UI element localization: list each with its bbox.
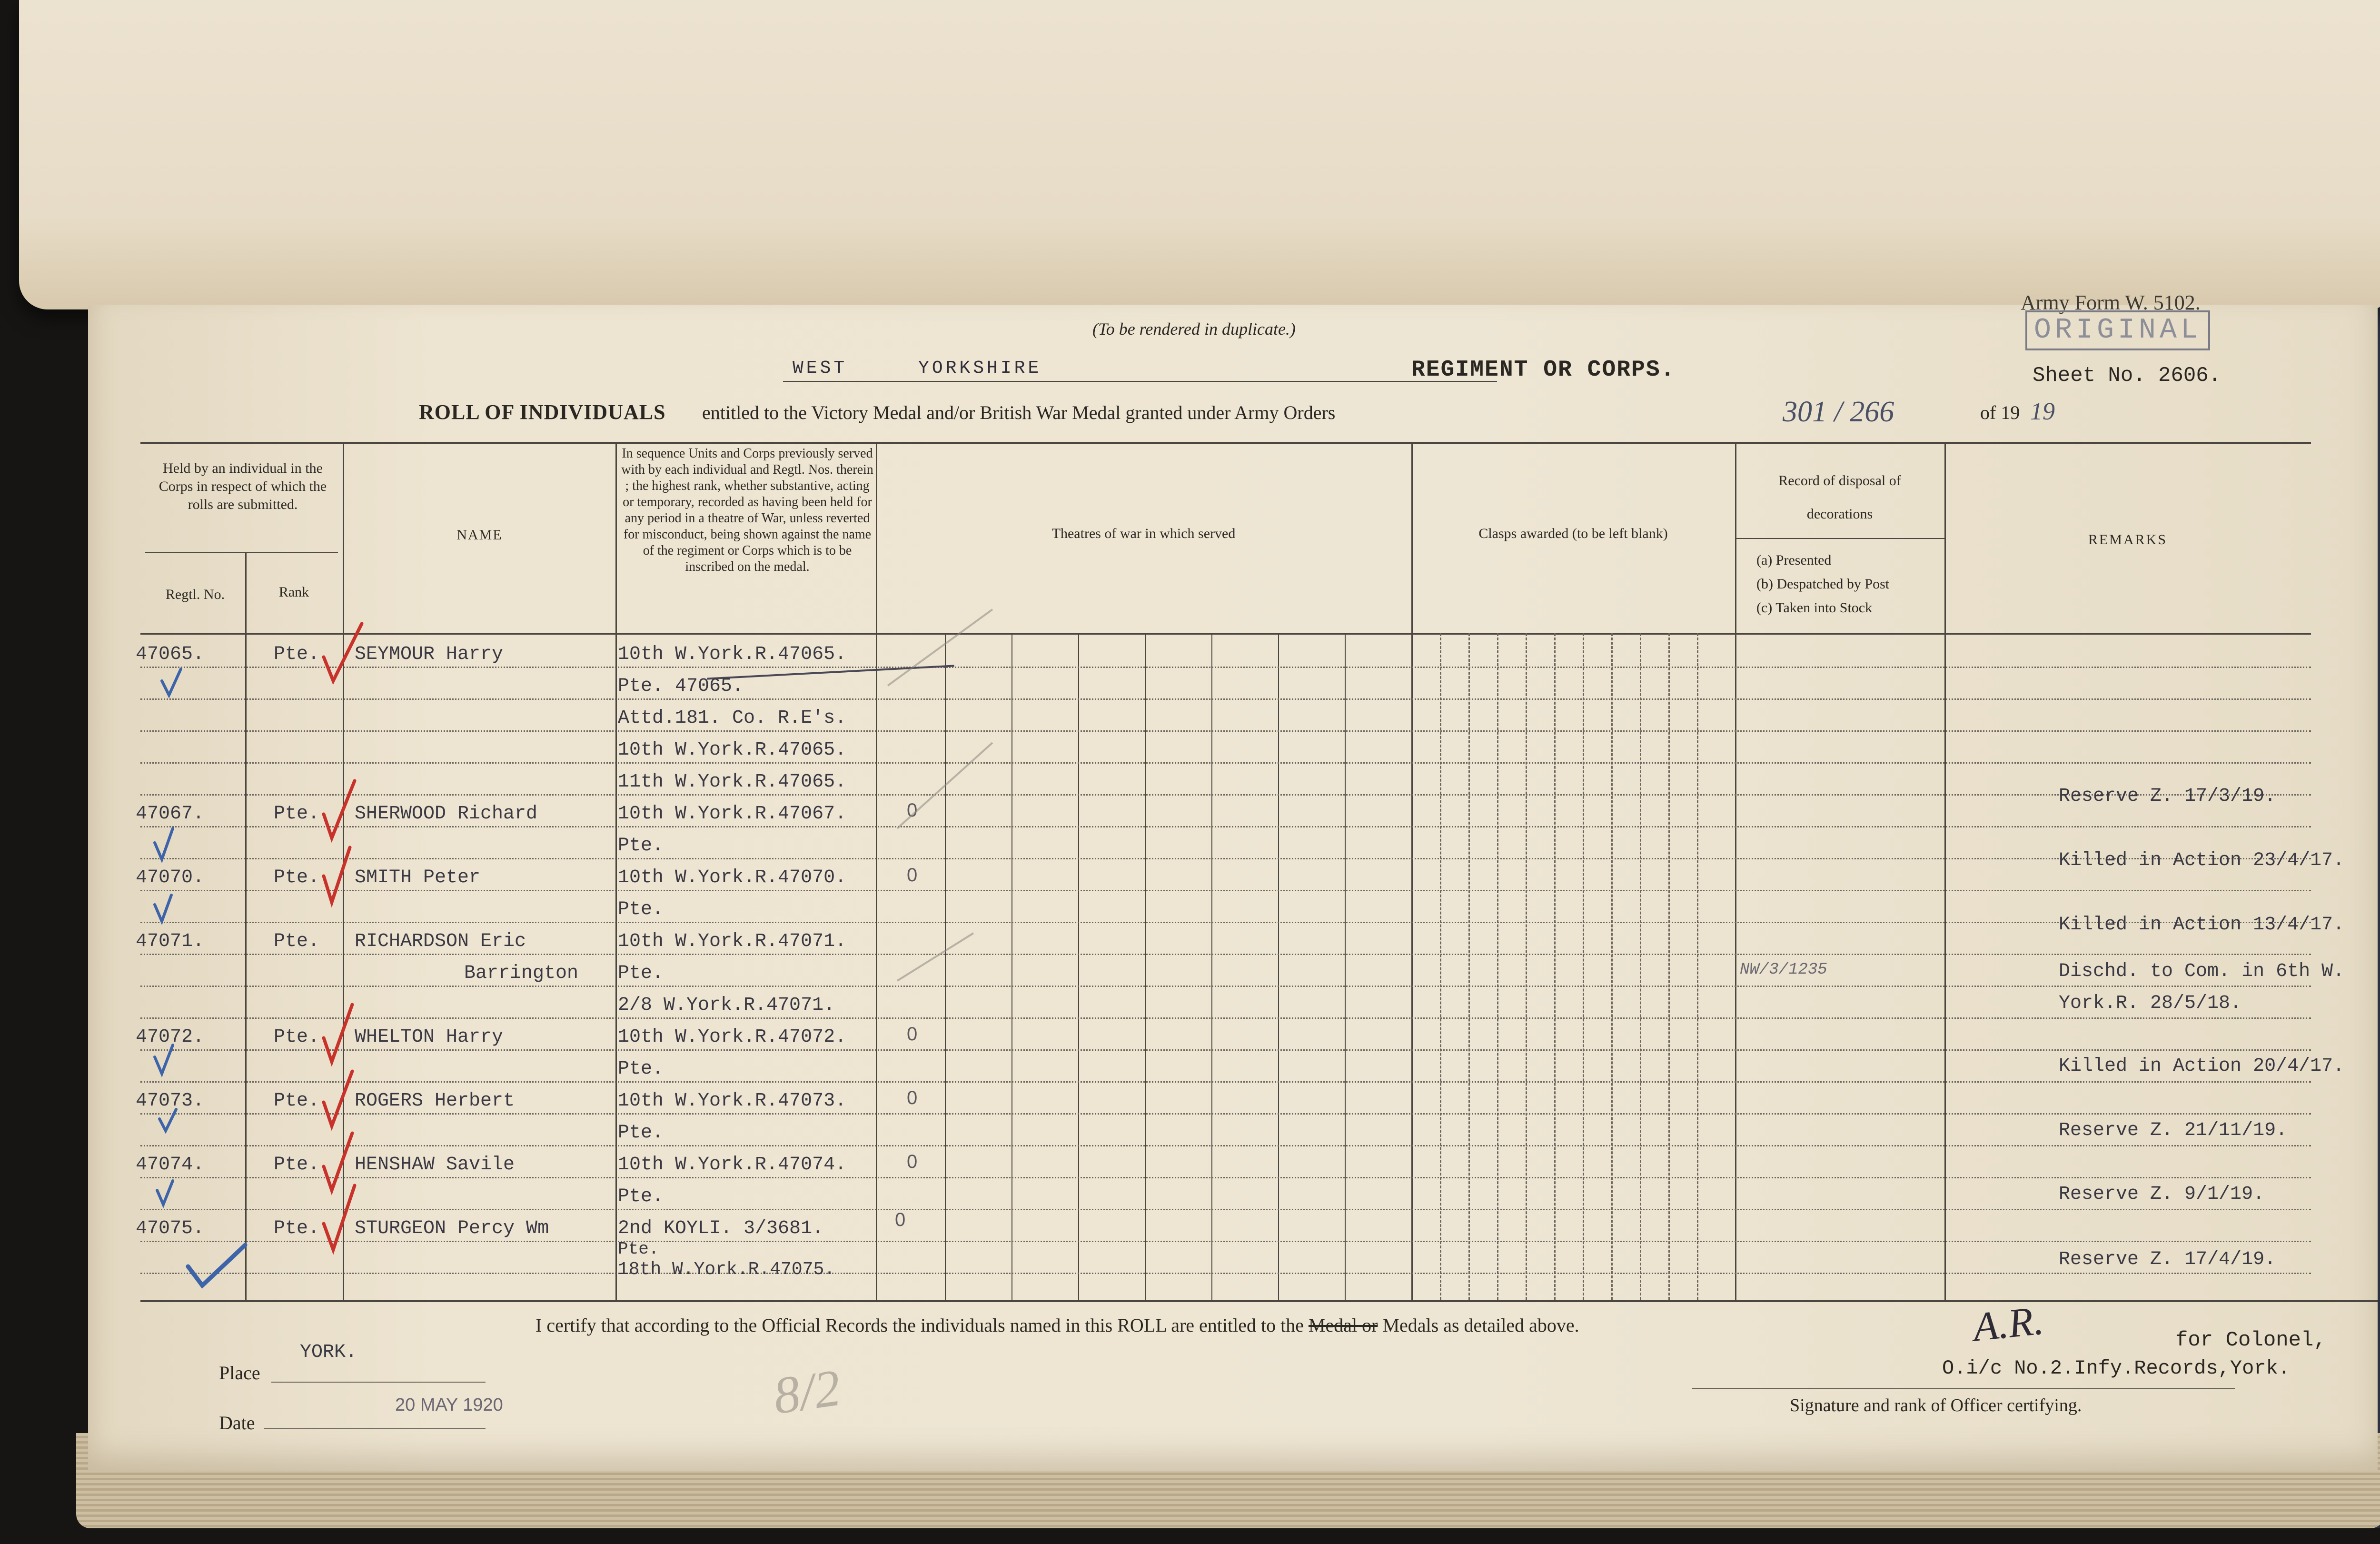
rank: Pte. [274,803,320,825]
theatre-mark: 0 [907,800,918,821]
unit-entry: Pte. [618,1239,659,1259]
theatre-mark: 0 [907,865,918,886]
soldier-name: SMITH Peter [355,867,481,888]
theatres-header: Theatres of war in which served [1051,526,1236,541]
signature-caption: Signature and rank of Officer certifying. [1790,1395,2082,1415]
blue-check-icon [162,669,181,695]
blue-check-icon [155,895,171,921]
red-check-icon [324,1005,352,1062]
remark: Reserve Z. 17/4/19. [2059,1249,2276,1270]
unit-entry: Pte. [618,963,664,984]
soldier-name: SEYMOUR Harry [355,644,504,665]
pencil-note: 8/2 [770,1358,844,1425]
remark: Reserve Z. 21/11/19. [2059,1120,2288,1141]
place-line [271,1382,486,1383]
rank: Pte. [274,931,320,952]
regtl-no: 47075. [136,1218,205,1239]
rank: Pte. [274,867,320,888]
regtl-no-header: Regtl. No. [165,587,225,602]
blue-check-icon [155,828,173,859]
facing-page [19,0,2380,309]
pencil-mark-icon [897,933,973,981]
unit-entry: 10th W.York.R.47070. [618,867,847,888]
theatre-mark: 0 [907,1151,918,1172]
certify-end: Medals as detailed above. [1382,1315,1579,1336]
rank: Pte. [274,1218,320,1239]
rank-header: Rank [278,584,309,600]
regiment-name: WEST YORKSHIRE [793,358,1042,379]
unit-entry: Pte. [618,899,664,920]
soldier-name: ROGERS Herbert [355,1090,515,1112]
remarks-header: REMARKS [2088,532,2168,548]
signature-line [1692,1388,2235,1389]
red-check-icon [324,624,362,681]
unit-entry: 10th W.York.R.47074. [618,1154,847,1175]
name-header: NAME [456,527,503,543]
place-label: Place [219,1362,260,1384]
blue-check-icon [155,1045,173,1074]
of-year: of 19 [1980,402,2020,423]
unit-entry: 10th W.York.R.47071. [618,931,847,952]
regtl-no: 47070. [136,867,205,888]
officer-signature: A.R. [1971,1297,2046,1350]
place-value: YORK. [300,1342,357,1363]
blue-check-icon [159,1109,176,1131]
unit-entry: 10th W.York.R.47065. [618,739,847,761]
red-check-icon [324,847,350,902]
date-line [264,1428,486,1429]
regiment-label: REGIMENT OR CORPS. [1411,357,1676,383]
unit-entry: 18th W.York.R.47075. [618,1259,835,1280]
remark: York.R. 28/5/18. [2059,993,2242,1014]
pencil-mark-icon [897,743,992,828]
medal-roll-sheet [88,291,2378,1471]
date-label: Date [219,1412,255,1434]
red-check-icon [324,1185,355,1250]
form-number: Army Form W. 5102. [2021,291,2201,314]
remark: Reserve Z. 9/1/19. [2059,1184,2265,1205]
unit-entry: Pte. 47065. [618,676,744,697]
soldier-name: SHERWOOD Richard [355,803,538,825]
unit-entry: 10th W.York.R.47065. [618,644,847,665]
roll-title: entitled to the Victory Medal and/or British War Medal granted under Army Orders [702,402,1336,423]
roll-title-bold: ROLL OF INDIVIDUALS [419,400,666,424]
remark: Reserve Z. 17/3/19. [2059,786,2276,807]
original-stamp: ORIGINAL [2025,310,2210,350]
unit-entry: Pte. [618,835,664,857]
theatre-mark: 0 [907,1087,918,1108]
unit-entry: 2nd KOYLI. 3/3681. [618,1218,824,1239]
unit-entry: 11th W.York.R.47065. [618,771,847,793]
blue-check-icon [157,1181,173,1205]
unit-entry: 10th W.York.R.47067. [618,803,847,825]
pencil-mark-icon [888,609,992,686]
disposal-header: Record of disposal of decorations [1778,473,1901,522]
regtl-no: 47073. [136,1090,205,1112]
remark: Killed in Action 20/4/17. [2059,1056,2345,1077]
clasps-header: Clasps awarded (to be left blank) [1478,526,1668,541]
remark: Killed in Action 23/4/17. [2059,850,2345,871]
theatre-mark: 0 [907,1024,918,1045]
date-stamp: 20 MAY 1920 [395,1395,503,1415]
remark: Killed in Action 13/4/17. [2059,914,2345,936]
regtl-no: 47065. [136,644,205,665]
regtl-no: 47071. [136,931,205,952]
rank: Pte. [274,1090,320,1112]
unit-entry: 10th W.York.R.47072. [618,1026,847,1048]
check-marks [88,305,2378,1471]
unit-entry: 10th W.York.R.47073. [618,1090,847,1112]
certify-struck: Medal or [1308,1315,1378,1336]
disposal-entry: NW/3/1235 [1740,961,1827,979]
for-colonel: for Colonel, [2175,1328,2326,1352]
certify-lead: I certify that according to the Official Records the individuals named in this ROLL are entitled to the [536,1315,1304,1336]
of-year-handwritten: 19 [2030,398,2055,425]
blue-check-icon [188,1245,245,1285]
regtl-no: 47072. [136,1026,205,1048]
unit-entry: Pte. [618,1122,664,1144]
regtl-no: 47067. [136,803,205,825]
soldier-name: RICHARDSON Eric [355,931,526,952]
certification-text [536,1314,1579,1336]
disposal-c: (c) Taken into Stock [1756,600,1873,616]
soldier-name: STURGEON Percy Wm [355,1218,549,1239]
theatre-mark: 0 [895,1209,906,1230]
soldier-name: WHELTON Harry [355,1026,504,1048]
duplicate-note: (To be rendered in duplicate.) [1092,319,1296,339]
red-check-icon [324,781,355,838]
soldier-name: HENSHAW Savile [355,1154,515,1175]
officer-title: O.i/c No.2.Infy.Records,York. [1942,1357,2290,1380]
unit-entry: 2/8 W.York.R.47071. [618,995,835,1016]
rank: Pte. [274,1026,320,1048]
soldier-name-cont: Barrington [464,963,579,984]
regtl-no: 47074. [136,1154,205,1175]
disposal-b: (b) Despatched by Post [1756,576,1890,592]
unit-entry: Pte. [618,1186,664,1207]
unit-entry: Pte. [618,1058,664,1080]
units-header: In sequence Units and Corps previously served with by each individual and Regtl. Nos. therein ; the highest rank, whether substantive, acting or temporary, recorded as having been held for any period in a theatre of War, unless reverted for misconduct, being shown against the name of the regiment or Corps which is to be inscribed on the medal. [621,446,873,574]
red-check-icon [324,1071,352,1126]
red-check-icon [324,1133,352,1190]
rank: Pte. [274,1154,320,1175]
disposal-a: (a) Presented [1756,552,1832,568]
reference-number: 301 / 266 [1783,396,1894,428]
held-by-header: Held by an individual in the Corps in respect of which the rolls are submitted. [159,460,327,512]
rank: Pte. [274,644,320,665]
remark: Dischd. to Com. in 6th W. [2059,961,2345,982]
unit-entry: Attd.181. Co. R.E's. [618,707,847,729]
sheet-number: Sheet No. 2606. [2033,364,2221,388]
